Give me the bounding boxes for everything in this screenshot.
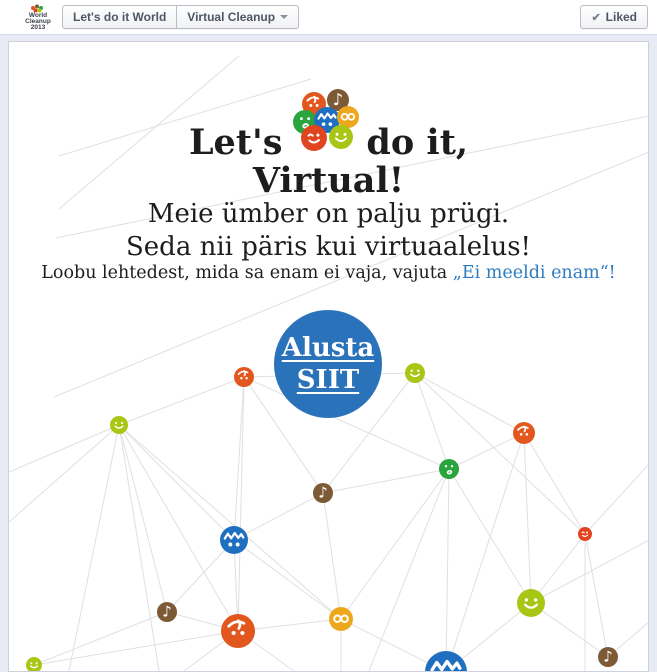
logo-text-line: World	[28, 11, 48, 19]
network-edge	[9, 425, 119, 472]
smile-face-icon[interactable]	[26, 657, 42, 671]
hair-face-icon[interactable]	[513, 422, 535, 444]
frown-face-icon[interactable]	[439, 459, 459, 479]
liked-button[interactable]	[580, 5, 648, 29]
svg-text:♪: ♪	[603, 647, 613, 666]
network-edge	[119, 377, 244, 425]
hero-title-right: do it,	[366, 122, 469, 163]
note-face-icon[interactable]	[313, 483, 333, 503]
logo-text-line: 2013	[30, 23, 46, 31]
world-cleanup-logo[interactable]	[20, 4, 56, 31]
instruction-text: Loobu lehtedest, mida sa enam ei vaja, vajuta	[41, 263, 453, 283]
network-edge	[341, 469, 449, 619]
network-edge	[234, 540, 341, 619]
hero-instruction	[9, 263, 648, 283]
unlike-link[interactable]: „Ei meeldi enam“!	[452, 263, 616, 283]
network-edge	[119, 425, 167, 612]
glasses-face-icon[interactable]	[329, 607, 353, 631]
network-edge	[531, 540, 648, 603]
breadcrumb-app-label: Let's do it World	[73, 10, 167, 24]
network-edge	[369, 469, 449, 671]
svg-text:♪: ♪	[332, 89, 344, 109]
breadcrumb	[62, 5, 299, 29]
svg-text:♪: ♪	[318, 483, 328, 502]
zigzag-face-icon[interactable]	[220, 526, 248, 554]
network-edge	[34, 631, 238, 665]
network-edge	[449, 469, 531, 603]
network-edge	[34, 612, 167, 665]
network-edge	[449, 433, 524, 469]
network-edge	[119, 425, 341, 619]
hero-subtitle-line1: Meie ümber on palju prügi.	[147, 199, 510, 229]
start-here-button[interactable]	[274, 310, 382, 418]
network-edge	[524, 433, 531, 603]
note-face-icon[interactable]	[157, 602, 177, 622]
network-edge	[415, 373, 449, 469]
hair-face-icon[interactable]	[221, 614, 255, 648]
breadcrumb-page-label: Virtual Cleanup	[187, 10, 276, 24]
breadcrumb-app-button[interactable]	[62, 5, 177, 29]
network-edge	[119, 425, 159, 671]
breadcrumb-page-button[interactable]	[176, 5, 299, 29]
network-edge	[446, 469, 449, 671]
hair-face-icon[interactable]	[234, 367, 254, 387]
network-edge	[323, 469, 449, 493]
hero-subtitle	[9, 198, 648, 264]
note-face-icon[interactable]	[598, 647, 618, 667]
network-edge	[167, 540, 234, 612]
network-edge	[323, 493, 341, 619]
svg-text:♪: ♪	[162, 602, 172, 621]
logo-text-line: Cleanup	[25, 17, 51, 25]
wink-face-icon[interactable]	[578, 527, 592, 541]
hero-subtitle-line2: Seda nii päris kui virtuaalelus!	[125, 232, 531, 262]
start-here-line1: Alusta	[281, 333, 375, 363]
network-edge	[524, 433, 585, 534]
hero-title-line2: Virtual!	[252, 160, 405, 201]
zigzag-face-icon[interactable]	[425, 651, 467, 671]
network-edge	[531, 603, 608, 657]
network-edge	[585, 534, 608, 657]
start-here-line2: SIIT	[296, 365, 360, 395]
check-icon: ✔	[591, 11, 601, 24]
hero-title-row	[9, 124, 648, 162]
network-edge	[415, 373, 585, 534]
top-bar	[0, 0, 657, 35]
network-edge	[119, 425, 234, 540]
app-canvas	[8, 41, 649, 672]
network-edge	[234, 493, 323, 540]
network-edge	[238, 377, 244, 631]
network-edge	[585, 464, 648, 534]
smile-face-icon[interactable]	[110, 416, 128, 434]
hero-title-left: Let's	[188, 122, 283, 163]
smile-face-icon[interactable]	[517, 589, 545, 617]
smile-face-icon[interactable]	[405, 363, 425, 383]
liked-button-label: Liked	[605, 10, 637, 24]
chevron-down-icon	[280, 15, 288, 19]
